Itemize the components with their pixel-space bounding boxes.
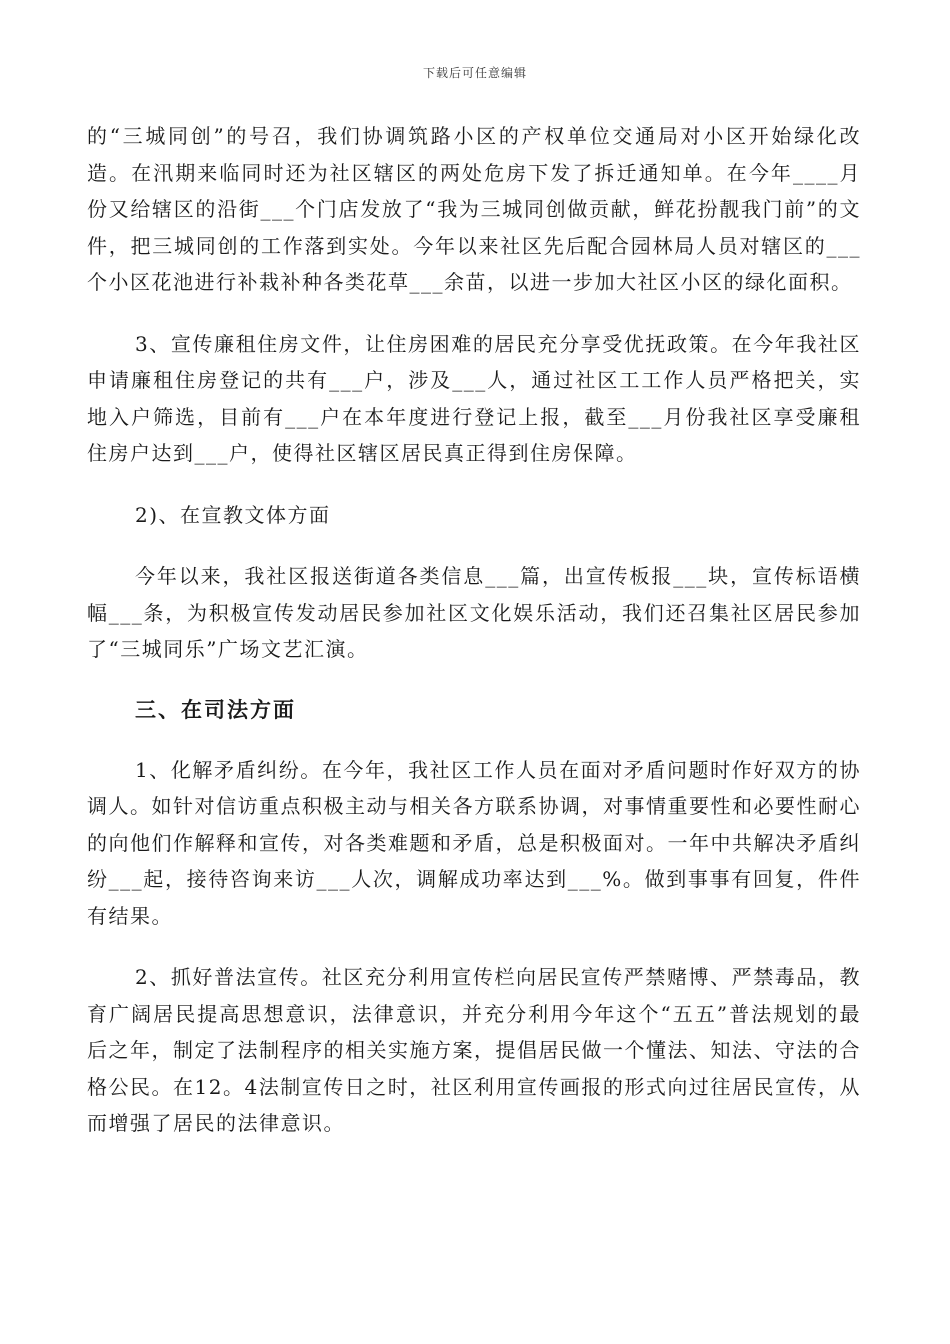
page-header-note: 下载后可任意编辑	[422, 66, 527, 80]
paragraph-publicity: 今年以来，我社区报送街道各类信息___篇，出宣传板报___块，宣传标语横幅___条，为积极宣传发动居民参加社区文化娱乐活动，我们还召集社区居民参加了“三城同乐”广场文艺汇演。	[87, 564, 861, 661]
paragraph-legal-education: 2、抓好普法宣传。社区充分利用宣传栏向居民宣传严禁赌博、严禁毒品，教育广阔居民提高思想意识，法律意识，并充分利用今年这个“五五”普法规划的最后之年，制定了法制程序的相关实施方案，提倡居民做一个懂法、知法、守法的合格公民。在12。4法制宣传日之时，社区利用宣传画报的形式向过往居民宣传，从而增强了居民的法律意识。	[87, 965, 861, 1135]
subheading-publicity-culture: 2)、在宣教文体方面	[135, 502, 331, 527]
paragraph-greening: 的“三城同创”的号召，我们协调筑路小区的产权单位交通局对小区开始绿化改造。在汛期来临同时还为社区辖区的两处危房下发了拆迁通知单。在今年____月份又给辖区的沿街___个门店发放了“我为三城同创做贡献，鲜花扮靓我门前”的文件，把三城同创的工作落到实处。今年以来社区先后配合园林局人员对辖区的___个小区花池进行补栽补种各类花草___余苗，以进一步加大社区小区的绿化面积。	[87, 124, 861, 294]
section-heading-judicial: 三、在司法方面	[135, 697, 296, 722]
paragraph-low-rent-housing: 3、宣传廉租住房文件，让住房困难的居民充分享受优抚政策。在今年我社区申请廉租住房登记的共有___户，涉及___人，通过社区工工作人员严格把关，实地入户筛选，目前有___户在本年度进行登记上报，截至___月份我社区享受廉租住房户达到___户，使得社区辖区居民真正得到住房保障。	[87, 331, 861, 465]
paragraph-dispute-resolution: 1、化解矛盾纠纷。在今年，我社区工作人员在面对矛盾问题时作好双方的协调人。如针对信访重点积极主动与相关各方联系协调，对事情重要性和必要性耐心的向他们作解释和宣传，对各类难题和矛盾，总是积极面对。一年中共解决矛盾纠纷___起，接待咨询来访___人次，调解成功率达到___%。做到事事有回复，件件有结果。	[87, 757, 861, 928]
document-body	[87, 118, 861, 1142]
